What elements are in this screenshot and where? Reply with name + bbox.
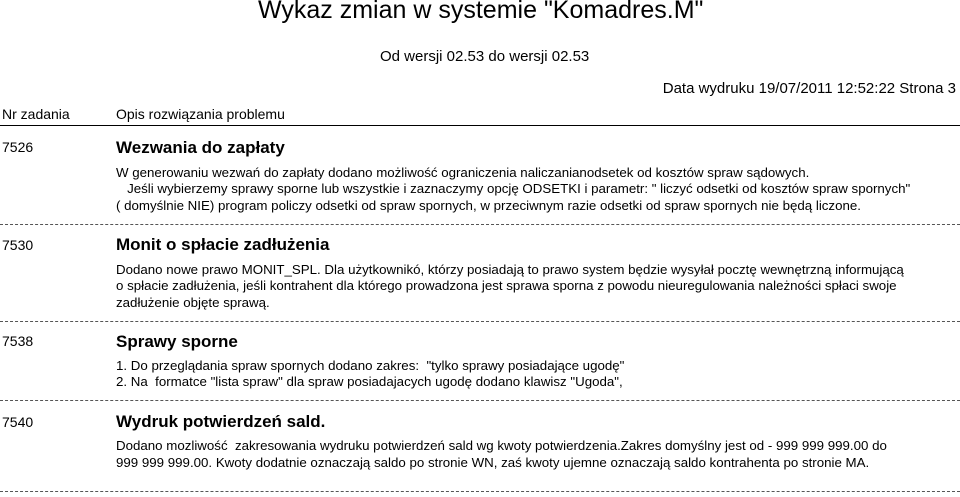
entry-line: Dodano nowe prawo MONIT_SPL. Dla użytkownikó, którzy posiadają to prawo system będzie wysyłał pocztę wewnętrzną informującą bbox=[116, 262, 904, 277]
entry-line: ( domyślnie NIE) program policzy odsetki od spraw spornych, w przeciwnym razie odsetki od spraw spornych nie będą liczone. bbox=[116, 198, 861, 213]
entry-divider bbox=[0, 491, 960, 492]
entry-divider bbox=[0, 400, 960, 401]
entry-line: 1. Do przeglądania spraw spornych dodano zakres: "tylko sprawy posiadające ugodę" bbox=[116, 358, 625, 373]
entry-heading: Wezwania do zapłaty bbox=[116, 138, 285, 157]
entry-nr: 7538 bbox=[2, 333, 34, 349]
entry-line: o spłacie zadłużenia, jeśli kontrahent dla którego prowadzona jest sprawa sporna z powodu nieuregulowania należności spłaci swoje bbox=[116, 278, 897, 293]
version-range: Od wersji 02.53 do wersji 02.53 bbox=[380, 48, 590, 65]
entry-heading: Wydruk potwierdzeń sald. bbox=[116, 412, 326, 431]
column-header-opis: Opis rozwiązania problemu bbox=[116, 106, 285, 122]
page-title: Wykaz zmian w systemie "Komadres.M" bbox=[258, 0, 704, 24]
entry-line: Jeśli wybierzemy sprawy sporne lub wszystkie i zaznaczymy opcję ODSETKI i parametr: " liczyć odsetki od kosztów spraw spornych" bbox=[116, 181, 911, 196]
entry-nr: 7540 bbox=[2, 414, 34, 430]
entry-heading: Monit o spłacie zadłużenia bbox=[116, 235, 330, 254]
header-divider bbox=[0, 125, 960, 126]
entry-line: 2. Na formatce "lista spraw" dla spraw posiadajacych ugodę dodano klawisz "Ugoda", bbox=[116, 374, 623, 389]
entry-nr: 7530 bbox=[2, 237, 34, 253]
print-info: Data wydruku 19/07/2011 12:52:22 Strona 3 bbox=[662, 80, 956, 97]
entry-line: 999 999 999.00. Kwoty dodatnie oznaczają saldo po stronie WN, zaś kwoty ujemne oznaczają saldo kontrahenta po stronie MA. bbox=[116, 455, 870, 470]
entry-line: zadłużenie objęte sprawą. bbox=[116, 295, 270, 310]
entry-divider bbox=[0, 224, 960, 225]
entry-nr: 7526 bbox=[2, 139, 34, 155]
column-header-nr: Nr zadania bbox=[2, 106, 70, 122]
entry-line: W generowaniu wezwań do zapłaty dodano możliwość ograniczenia naliczanianodsetek od kosztów spraw sądowych. bbox=[116, 165, 810, 180]
entry-line: Dodano mozliwość zakresowania wydruku potwierdzeń sald wg kwoty potwierdzenia.Zakres domyślny jest od - 999 999 999.00 do bbox=[116, 438, 887, 453]
entry-divider bbox=[0, 321, 960, 322]
entry-heading: Sprawy sporne bbox=[116, 332, 238, 351]
